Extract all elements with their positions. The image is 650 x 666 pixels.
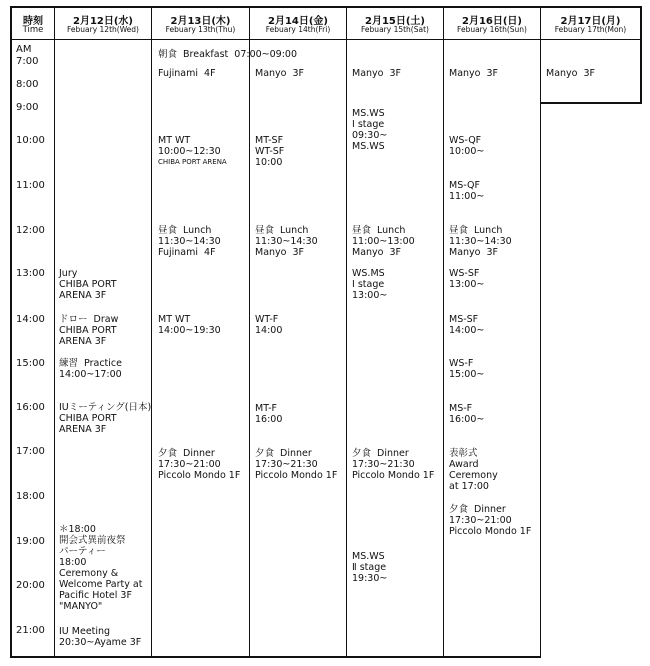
event-cell: IU Meeting 20:30~Ayame 3F [59,626,142,648]
event-cell: WT-F 14:00 [255,314,283,336]
event-cell: 夕食 Dinner 17:30~21:00 Piccolo Mondo 1F [449,504,532,537]
breakfast-banner: 朝食 Breakfast 07:00~09:00 [158,49,298,60]
event-cell: Manyo 3F [352,68,402,79]
header-day-jp: 2月12日(水) [72,16,133,27]
event-cell: MS-SF 14:00~ [449,314,485,336]
border-top [10,6,642,8]
time-label: 20:00 [16,580,45,591]
mon-column-bottom [540,102,642,104]
time-label: 17:00 [16,446,45,457]
event-cell: IUミーティング(日本) CHIBA PORT ARENA 3F [59,402,152,435]
time-label: 21:00 [16,625,45,636]
event-cell: ＊18:00 開会式異前夜祭 パーティー 18:00 Ceremony & Welcome Party at Pacific Hotel 3F "MANYO" [59,524,143,612]
time-label: 8:00 [16,79,39,90]
time-label: 9:00 [16,102,39,113]
time-label: AM [16,44,32,55]
event-cell: 昼食 Lunch 11:00~13:00 Manyo 3F [352,225,415,258]
event-cell: WS-SF 13:00~ [449,268,485,290]
event-cell: MS-QF 11:00~ [449,180,485,202]
header-day-jp: 2月14日(金) [267,16,328,27]
col-divider-fri [346,6,347,658]
event-cell: MT WT 14:00~19:30 [158,314,221,336]
time-label: 14:00 [16,314,45,325]
event-cell: 昼食 Lunch 11:30~14:30 Manyo 3F [449,225,512,258]
time-label: 12:00 [16,225,45,236]
time-label: 15:00 [16,358,45,369]
header-day-en: Febuary 16th(Sun) [457,25,527,34]
time-label: 10:00 [16,135,45,146]
header-day-en: Febuary 14th(Fri) [265,25,331,34]
event-cell: MT-F 16:00 [255,403,283,425]
event-cell: 昼食 Lunch 11:30~14:30 Fujinami 4F [158,225,221,258]
event-cell: Jury CHIBA PORT ARENA 3F [59,268,117,301]
event-cell: MS.WS Ⅱ stage 19:30~ [352,551,388,584]
header-day-en: Febuary 17th(Mon) [554,25,627,34]
event-cell: WS-QF 10:00~ [449,135,485,157]
time-label: 18:00 [16,491,45,502]
event-cell: 夕食 Dinner 17:30~21:30 Piccolo Mondo 1F [352,448,435,481]
col-divider-thu [249,6,250,658]
col-divider-time [54,6,55,658]
event-cell: 夕食 Dinner 17:30~21:30 Piccolo Mondo 1F [255,448,338,481]
event-cell: Fujinami 4F [158,68,216,79]
time-label: 11:00 [16,180,45,191]
event-cell: 昼食 Lunch 11:30~14:30 Manyo 3F [255,225,318,258]
event-cell: MS.WS Ⅰ stage 09:30~ MS.WS [352,108,388,152]
time-label: 13:00 [16,268,45,279]
event-cell: Manyo 3F [449,68,499,79]
header-time-en: Time [22,25,44,35]
event-cell: CHIBA PORT ARENA [158,158,227,166]
event-cell: 夕食 Dinner 17:30~21:00 Piccolo Mondo 1F [158,448,241,481]
event-cell: Manyo 3F [546,68,596,79]
event-cell: ドロー Draw CHIBA PORT ARENA 3F [59,314,119,347]
event-cell: WS.MS Ⅰ stage 13:00~ [352,268,388,301]
header-day-jp: 2月16日(日) [461,16,522,27]
border-left [10,6,12,658]
event-cell: 練習 Practice 14:00~17:00 [59,358,122,380]
event-cell: MS-F 16:00~ [449,403,485,425]
header-day-en: Febuary 12th(Wed) [67,25,139,34]
header-day-jp: 2月13日(木) [170,16,231,27]
header-day-jp: 2月17日(月) [560,16,621,27]
header-time-jp: 時刻 [23,16,43,27]
time-label: 19:00 [16,536,45,547]
header-divider [10,39,642,40]
col-divider-sat [443,6,444,658]
time-label: 7:00 [16,56,39,67]
col-divider-wed [151,6,152,658]
header-day-jp: 2月15日(土) [364,16,425,27]
event-cell: Manyo 3F [255,68,305,79]
time-label: 16:00 [16,402,45,413]
border-bottom [10,656,540,658]
event-cell: MT WT 10:00~12:30 [158,135,221,157]
header-day-en: Febuary 15th(Sat) [361,25,429,34]
event-cell: WS-F 15:00~ [449,358,485,380]
event-cell: 表彰式 Award Ceremony at 17:00 [449,448,498,492]
header-day-en: Febuary 13th(Thu) [165,25,236,34]
border-right-header [640,6,642,104]
event-cell: MT-SF WT-SF 10:00 [255,135,285,168]
